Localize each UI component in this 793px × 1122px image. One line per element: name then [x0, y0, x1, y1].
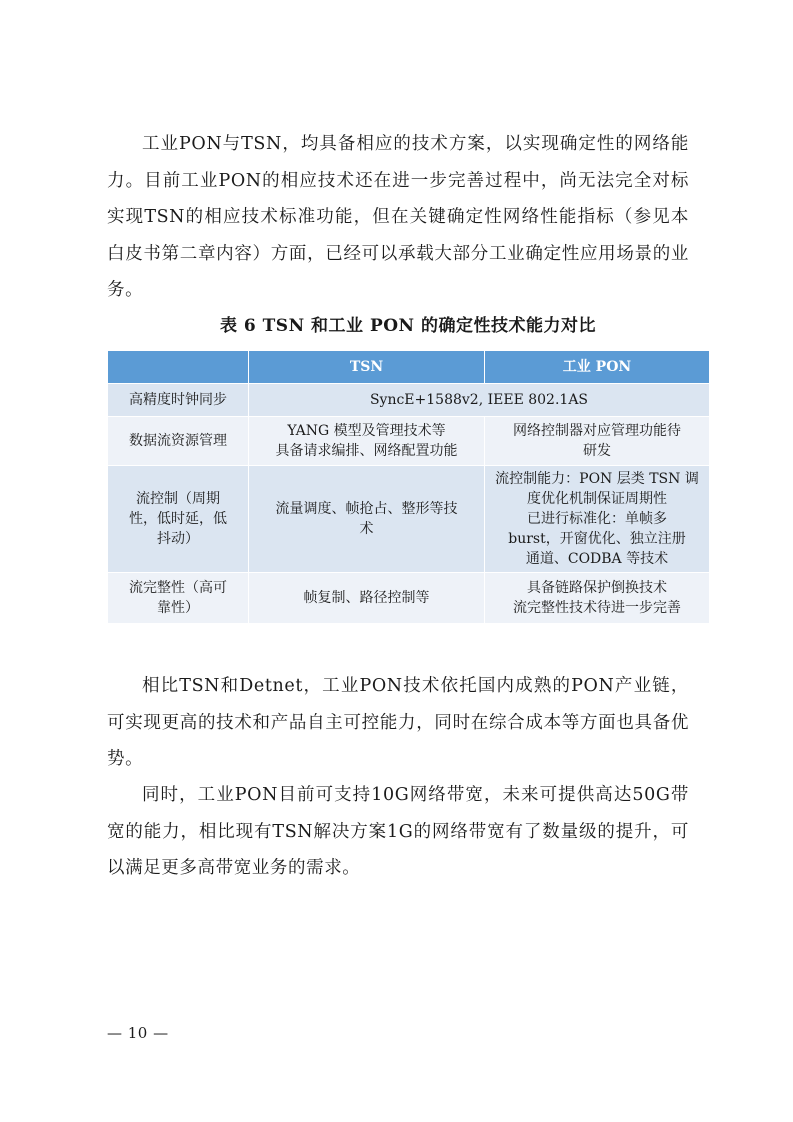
- row-label-flow-control: [108, 466, 249, 573]
- intro-paragraph: 工业PON与TSN，均具备相应的技术方案，以实现确定性的网络能力。目前工业PON的相应技术还在进一步完善过程中，尚无法完全对标实现TSN的相应技术标准功能，但在关键确定性网络性能指标（参见本白皮书第二章内容）方面，已经可以承载大部分工业确定性应用场景的业务。: [107, 134, 689, 300]
- table-row: [108, 466, 710, 573]
- cell-line: 流量调度、帧抢占、整形等技: [275, 501, 458, 517]
- cell-line: 度优化机制保证周期性: [527, 491, 667, 507]
- cell-line: 已进行标准化：单帧多: [527, 511, 667, 527]
- cell-line: 性，低时延，低: [129, 511, 227, 527]
- cell-pon-flow-control: [485, 466, 710, 573]
- cell-tsn-flow-control: [249, 466, 485, 573]
- cell-line: burst，开窗优化、独立注册: [508, 531, 686, 547]
- cell-line: 流完整性（高可: [129, 580, 227, 596]
- cell-line: 研发: [583, 443, 611, 459]
- cell-line: 具备请求编排、网络配置功能: [275, 443, 458, 459]
- cell-shared-clock-sync: SyncE+1588v2, IEEE 802.1AS: [249, 384, 710, 417]
- cell-line: 靠性）: [157, 600, 199, 616]
- cell-tsn-flow-integrity: [249, 573, 485, 624]
- header-tsn: TSN: [249, 351, 485, 384]
- row-label-flow-integrity: [108, 573, 249, 624]
- cell-line: 术: [359, 521, 374, 537]
- page-number: — 10 —: [107, 1024, 169, 1042]
- row-label-resource-mgmt: 数据流资源管理: [108, 417, 249, 466]
- cell-line: 流控制（周期: [136, 491, 220, 507]
- cell-line: 具备链路保护倒换技术: [527, 580, 667, 596]
- cell-line: 流完整性技术待进一步完善: [513, 600, 681, 616]
- header-industrial-pon: 工业 PON: [485, 351, 710, 384]
- cell-line: YANG 模型及管理技术等: [287, 423, 446, 439]
- row-label-clock-sync: 高精度时钟同步: [108, 384, 249, 417]
- table-row: [108, 417, 710, 466]
- table-row: [108, 573, 710, 624]
- cell-tsn-resource-mgmt: [249, 417, 485, 466]
- comparison-table: [107, 350, 710, 624]
- header-empty-cell: [108, 351, 249, 384]
- cell-line: 网络控制器对应管理功能待: [513, 423, 681, 439]
- cell-line: 流控制能力：PON 层类 TSN 调: [495, 471, 699, 487]
- cell-line: 通道、CODBA 等技术: [525, 551, 669, 567]
- comparison-paragraph: 相比TSN和Detnet，工业PON技术依托国内成熟的PON产业链，可实现更高的技术和产品自主可控能力，同时在综合成本等方面也具备优势。: [107, 676, 689, 769]
- bandwidth-paragraph: 同时，工业PON目前可支持10G网络带宽，未来可提供高达50G带宽的能力，相比现有TSN解决方案1G的网络带宽有了数量级的提升，可以满足更多高带宽业务的需求。: [107, 785, 689, 878]
- table-row: [108, 384, 710, 417]
- table-title: 表 6 TSN 和工业 PON 的确定性技术能力对比: [219, 316, 597, 336]
- cell-line: 帧复制、路径控制等: [303, 590, 430, 606]
- cell-pon-resource-mgmt: [485, 417, 710, 466]
- table-header-row: [108, 351, 710, 384]
- cell-line: 抖动）: [157, 531, 199, 547]
- cell-pon-flow-integrity: [485, 573, 710, 624]
